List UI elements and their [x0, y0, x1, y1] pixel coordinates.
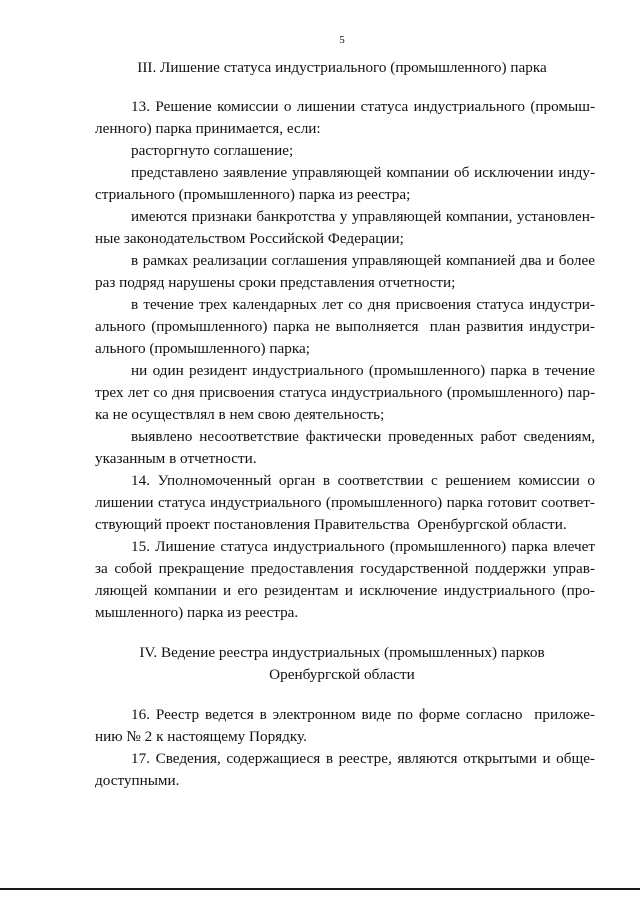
- page-number: 5: [339, 34, 345, 46]
- s3-line-1: 13. Решение комиссии о лишении статуса индустриального (промыш-: [131, 98, 595, 115]
- s3-line-14: трех лет со дня присвоения статуса индустриального (промышленного) пар-: [95, 384, 595, 401]
- s3-line-5: стриального (промышленного) парка из реестра;: [95, 186, 411, 203]
- s3-line-9: раз подряд нарушены сроки представления отчетности;: [95, 274, 456, 291]
- s3-line-4: представлено заявление управляющей компании об исключении инду-: [131, 164, 595, 181]
- s3-line-22: за собой прекращение предоставления государственной поддержки управ-: [95, 560, 595, 577]
- section-3-heading: III. Лишение статуса индустриального (промышленного) парка: [137, 59, 547, 76]
- s3-line-24: мышленного) парка из реестра.: [95, 604, 299, 621]
- s3-line-15: ка не осуществлял в нем свою деятельность;: [95, 406, 385, 423]
- s4-line-1: 16. Реестр ведется в электронном виде по форме согласно приложе-: [131, 706, 595, 723]
- s3-line-20: ствующий проект постановления Правительства Оренбургской области.: [95, 516, 567, 533]
- s3-line-2: ленного) парка принимается, если:: [95, 120, 321, 137]
- s3-line-19: лишении статуса индустриального (промышленного) парка готовит соответ-: [95, 494, 595, 511]
- s3-line-17: указанным в отчетности.: [95, 450, 257, 467]
- s3-line-7: ные законодательством Российской Федерации;: [95, 230, 404, 247]
- bottom-border-line: [0, 888, 640, 890]
- s3-line-13: ни один резидент индустриального (промышленного) парка в течение: [131, 362, 595, 379]
- s3-line-6: имеются признаки банкротства у управляющей компании, установлен-: [131, 208, 595, 225]
- section-4-heading-line-2: Оренбургской области: [269, 666, 415, 683]
- section-4-heading-line-1: IV. Ведение реестра индустриальных (промышленных) парков: [139, 644, 545, 661]
- s3-line-8: в рамках реализации соглашения управляющей компанией два и более: [131, 252, 595, 269]
- s4-line-3: 17. Сведения, содержащиеся в реестре, являются открытыми и обще-: [131, 750, 595, 767]
- s3-line-16: выявлено несоответствие фактически проведенных работ сведениям,: [131, 428, 595, 445]
- s3-line-3: расторгнуто соглашение;: [131, 142, 294, 159]
- s3-line-12: ального (промышленного) парка;: [95, 340, 310, 357]
- s4-line-4: доступными.: [95, 772, 180, 789]
- s4-line-2: нию № 2 к настоящему Порядку.: [95, 728, 307, 745]
- s3-line-23: ляющей компании и его резидентам и исключение индустриального (про-: [95, 582, 595, 599]
- s3-line-18: 14. Уполномоченный орган в соответствии с решением комиссии о: [131, 472, 595, 489]
- s3-line-10: в течение трех календарных лет со дня присвоения статуса индустри-: [131, 296, 595, 313]
- s3-line-21: 15. Лишение статуса индустриального (промышленного) парка влечет: [131, 538, 595, 555]
- s3-line-11: ального (промышленного) парка не выполняется план развития индустри-: [95, 318, 595, 335]
